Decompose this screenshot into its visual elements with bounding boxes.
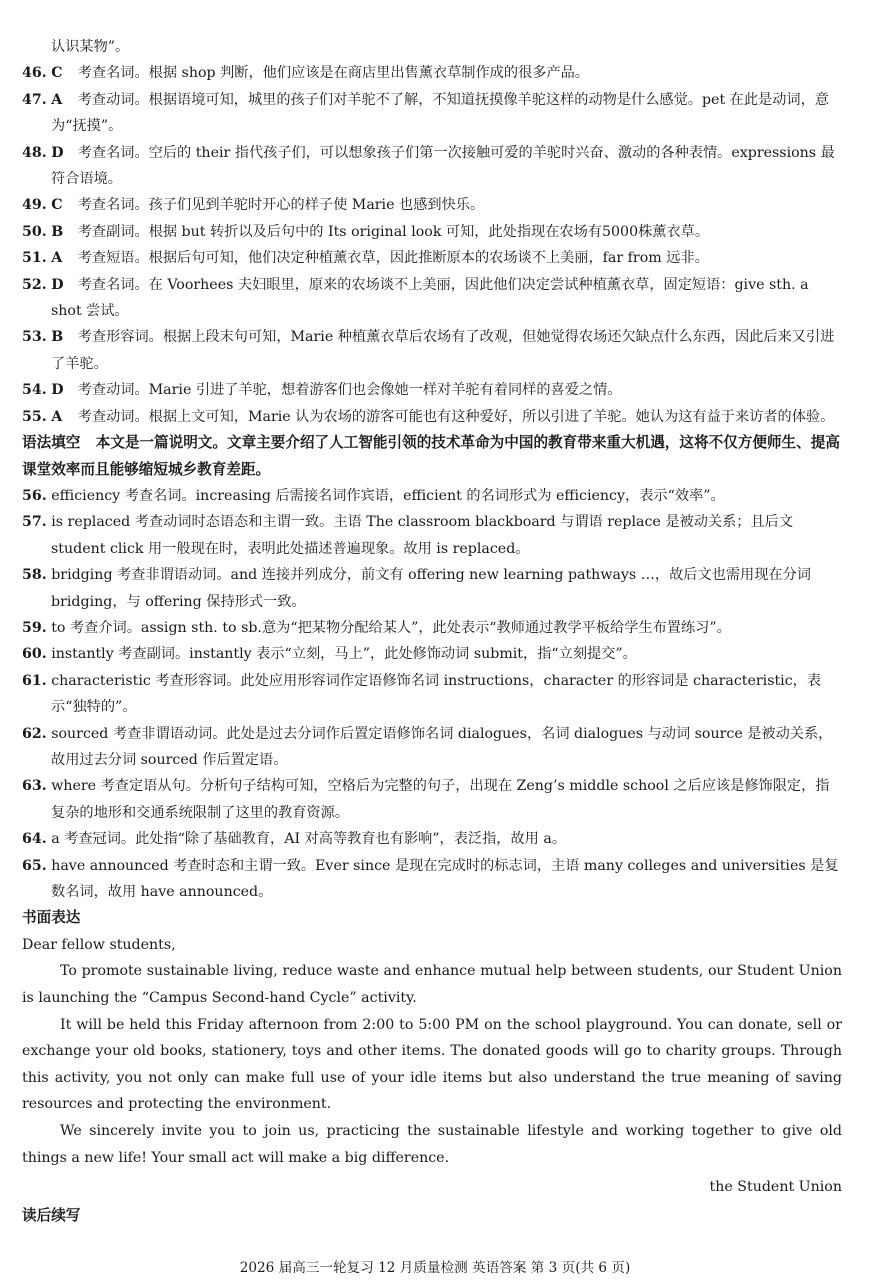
answer-item-52 [22,272,842,325]
item-explanation: 考查名词。在 Voorhees 夫妇眼里，原来的农场谈不上美丽，因此他们决定尝试种植薰衣草，固定短语：give sth. a shot 尝试。 [51,276,809,320]
item-explanation: is replaced 考查动词时态语态和主谓一致。主语 The classroom blackboard 与谓语 replace 是被动关系；且后文 student click 用一般现在时，表明此处描述普遍现象。故用 is replaced。 [51,514,794,557]
item-explanation: a 考查冠词。此处指“除了基础教育，AI 对高等教育也有影响”，表泛指，故用 a。 [51,831,567,848]
answer-item-49 [22,192,842,218]
item-explanation: 考查动词。根据上文可知，Marie 认为农场的游客可能也有这种爱好，所以引进了羊驼。她认为这有益于来访者的体验。 [77,408,835,425]
item-explanation: 考查名词。空后的 their 指代孩子们，可以想象孩子们第一次接触可爱的羊驼时兴奋、激动的各种表情。expressions 最符合语境。 [51,144,835,188]
item-answer: B [51,223,64,240]
continuation-writing-heading: 读后续写 [22,1206,81,1224]
item-answer: C [51,65,63,82]
item-explanation: efficiency 考查名词。increasing 后需接名词作宾语，efficient 的名词形式为 efficiency，表示“效率”。 [51,487,725,504]
answer-item-47 [22,87,842,140]
item-explanation: characteristic 考查形容词。此处应用形容词作定语修饰名词 instructions，character 的形容词是 characteristic，表示“独特的”。 [51,672,822,716]
page-footer: 2026 届高三一轮复习 12 月质量检测 英语答案 第 3 页(共 6 页) [239,1260,631,1276]
answer-item-59 [22,615,842,641]
answer-item-51 [22,245,842,271]
item-number: 62. [22,725,47,742]
item-number: 56. [22,487,47,504]
item-explanation: instantly 考查副词。instantly 表示“立刻，马上”，此处修饰动词 submit，指“立刻提交”。 [51,646,637,663]
item-explanation: bridging 考查非谓语动词。and 连接并列成分，前文有 offering new learning pathways …，故后文也需用现在分词 bridging，与 offering 保持形式一致。 [51,567,811,610]
item-answer: A [51,408,63,425]
item-explanation: have announced 考查时态和主谓一致。Ever since 是现在完成时的标志词，主语 many colleges and universities 是复数名词，故用 have announced。 [51,857,839,900]
item-number: 46. [22,65,47,82]
item-answer: B [51,329,64,346]
item-explanation: sourced 考查非谓语动词。此处是过去分词作后置定语修饰名词 dialogues，名词 dialogues 与动词 source 是被动关系，故用过去分词 sourced 作后置定语。 [51,725,833,768]
item-explanation: 考查形容词。根据上段末句可知，Marie 种植薰衣草后农场有了改观，但她觉得农场还欠缺点什么东西，因此后来又引进了羊驼。 [51,329,835,372]
answer-item-46 [22,60,842,86]
answer-item-53 [22,324,842,377]
cloze-answers [22,60,842,430]
answer-item-57 [22,509,842,562]
answer-item-54 [22,377,842,403]
item-explanation: 考查副词。根据 but 转折以及后句中的 Its original look 可知，此处指现在农场有5000株薰衣草。 [77,223,710,240]
answer-item-56 [22,483,842,509]
item-answer: D [51,276,64,293]
answer-item-58 [22,562,842,615]
item-number: 51. [22,250,47,267]
item-answer: C [51,197,63,214]
item-number: 53. [22,329,47,346]
item-number: 55. [22,408,47,425]
continuation-text: 认识某物”。 [51,39,130,55]
writing-heading: 书面表达 [22,909,81,927]
grammar-answers [22,483,842,906]
item-explanation: to 考查介词。assign sth. to sb.意为“把某物分配给某人”，此处表示“教师通过教学平板给学生布置练习”。 [51,619,731,636]
item-answer: D [51,382,64,399]
essay-salutation: Dear fellow students, [22,936,176,953]
answer-item-64 [22,826,842,852]
answer-item-61 [22,668,842,721]
item-number: 54. [22,382,47,399]
essay-paragraph-1: To promote sustainable living, reduce waste and enhance mutual help between students, our Student Union is launching the “Campus Second-hand Cycle” activity. [22,963,842,1006]
item-number: 65. [22,857,47,874]
answer-item-48 [22,140,842,193]
essay-paragraph-2: It will be held this Friday afternoon from 2:00 to 5:00 PM on the school playground. You can donate, sell or exchange your old books, stationery, toys and other items. The donated goods will go to charity groups. Through this activity, you not only can make full use of your idle items but also understand the true meaning of saving resources and protecting the environment. [22,1016,842,1113]
item-number: 50. [22,223,47,240]
item-explanation: 考查动词。根据语境可知，城里的孩子们对羊驼不了解，不知道抚摸像羊驼这样的动物是什么感觉。pet 在此是动词，意为“抚摸”。 [51,91,829,135]
grammar-summary: 本文是一篇说明文。文章主要介绍了人工智能引领的技术革命为中国的教育带来重大机遇，这将不仅方便师生、提高课堂效率而且能够缩短城乡教育差距。 [22,434,840,478]
essay-paragraph-3: We sincerely invite you to join us, practicing the sustainable lifestyle and working together to give old things a new life! Your small act will make a big difference. [22,1122,842,1166]
essay-signature: the Student Union [709,1179,842,1196]
item-answer: A [51,250,63,267]
item-explanation: 考查短语。根据后句可知，他们决定种植薰衣草，因此推断原本的农场谈不上美丽，far from 远非。 [77,250,709,267]
grammar-section-intro [22,430,842,483]
item-number: 61. [22,672,47,689]
item-answer: D [51,144,64,161]
item-number: 63. [22,778,47,795]
item-answer: A [51,91,63,108]
item-number: 49. [22,197,47,214]
answer-item-50 [22,219,842,245]
item-number: 57. [22,514,47,531]
item-explanation: 考查名词。孩子们见到羊驼时开心的样子使 Marie 也感到快乐。 [77,197,485,214]
item-explanation: 考查名词。根据 shop 判断，他们应该是在商店里出售薰衣草制作成的很多产品。 [77,65,589,82]
answer-item-63 [22,773,842,826]
item-number: 59. [22,619,47,636]
item-number: 58. [22,567,47,584]
item-explanation: where 考查定语从句。分析句子结构可知，空格后为完整的句子，出现在 Zeng’s middle school 之后应该是修饰限定，指复杂的地形和交通系统限制了这里的教育资源。 [51,778,830,821]
answer-item-62 [22,721,842,774]
item-number: 64. [22,831,47,848]
answer-item-55 [22,404,842,430]
model-essay [22,932,842,1201]
answer-item-60 [22,641,842,667]
item-explanation: 考查动词。Marie 引进了羊驼，想着游客们也会像她一样对羊驼有着同样的喜爱之情。 [77,382,622,399]
item-number: 47. [22,91,47,108]
answer-item-65 [22,853,842,906]
item-number: 52. [22,276,47,293]
grammar-heading: 语法填空 [22,434,81,452]
item-number: 60. [22,646,47,663]
item-number: 48. [22,144,47,161]
